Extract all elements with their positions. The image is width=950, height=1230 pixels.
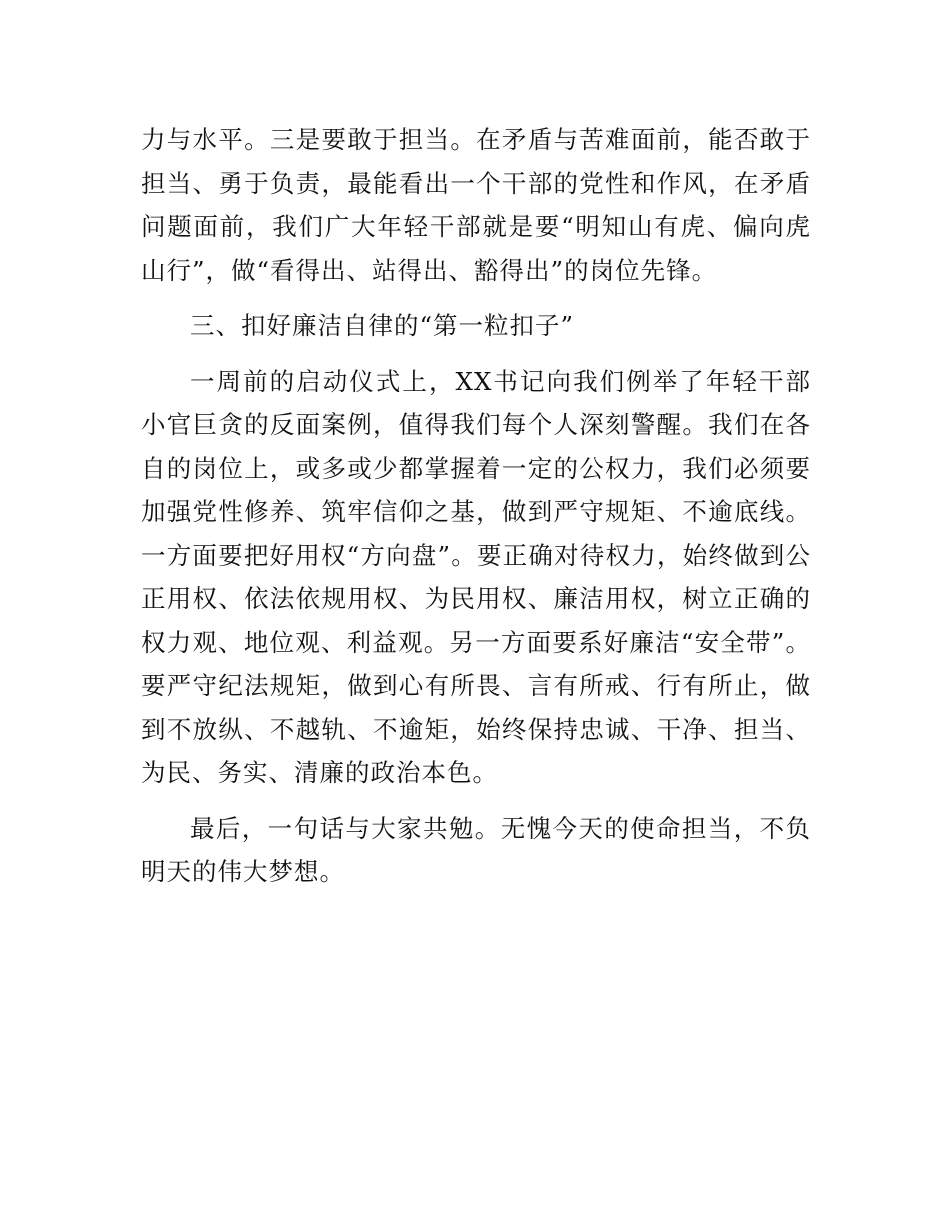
paragraph-continuation: 力与水平。三是要敢于担当。在矛盾与苦难面前，能否敢于担当、勇于负责，最能看出一个干部的党性和作风，在矛盾问题面前，我们广大年轻干部就是要“明知山有虎、偏向虎山行”，做“看得出、站得出、豁得出”的岗位先锋。 bbox=[141, 125, 811, 285]
section-heading: 三、扣好廉洁自律的“第一粒扣子” bbox=[190, 311, 575, 340]
document-body bbox=[141, 118, 811, 906]
paragraph-body: 一周前的启动仪式上，XX书记向我们例举了年轻干部小官巨贪的反面案例，值得我们每个人深刻警醒。我们在各自的岗位上，或多或少都掌握着一定的公权力，我们必须要加强党性修养、筑牢信仰之基，做到严守规矩、不逾底线。一方面要把好用权“方向盘”。要正确对待权力，始终做到公正用权、依法依规用权、为民用权、廉洁用权，树立正确的权力观、地位观、利益观。另一方面要系好廉洁“安全带”。要严守纪法规矩，做到心有所畏、言有所戒、行有所止，做到不放纵、不越轨、不逾矩，始终保持忠诚、干净、担当、为民、务实、清廉的政治本色。 bbox=[141, 366, 811, 787]
paragraph-closing: 最后，一句话与大家共勉。无愧今天的使命担当，不负明天的伟大梦想。 bbox=[141, 813, 811, 886]
